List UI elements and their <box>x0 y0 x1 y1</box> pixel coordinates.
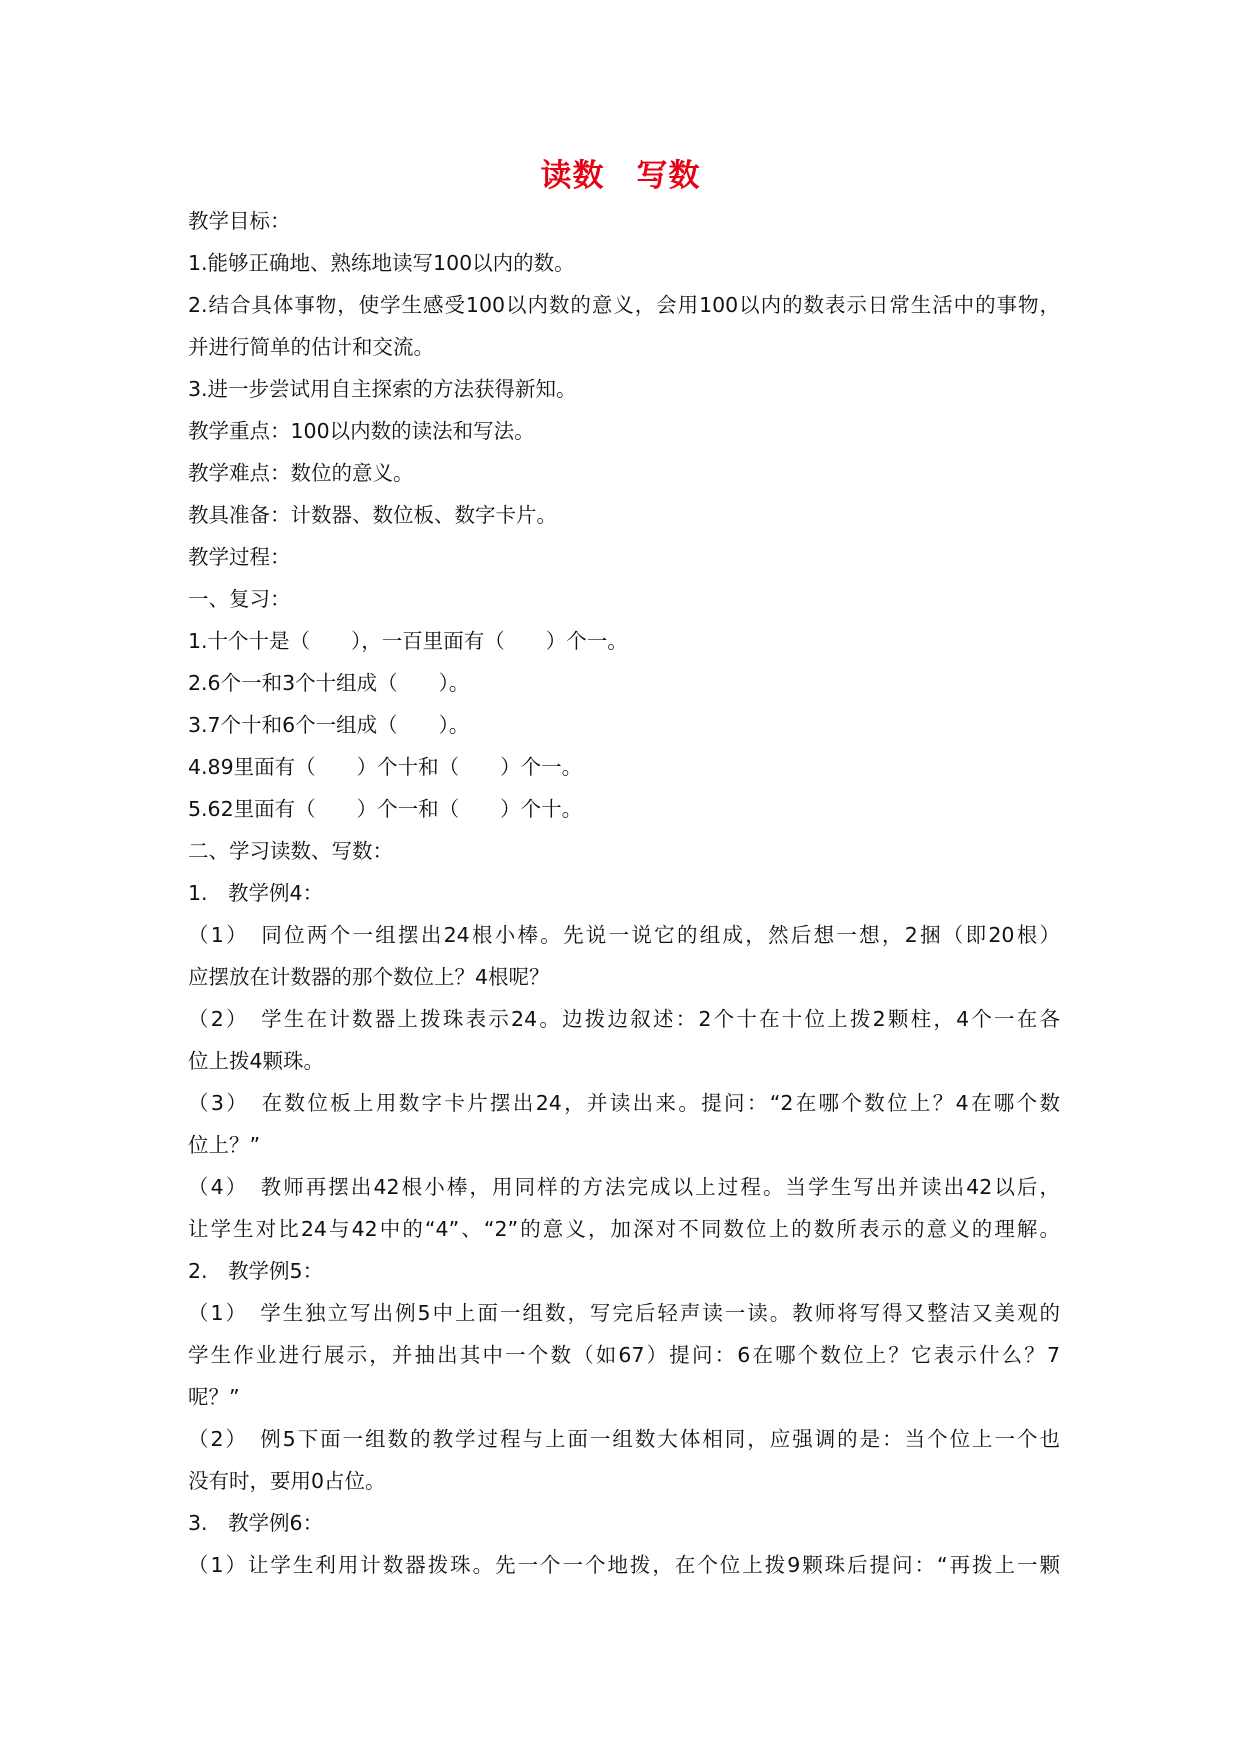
review-item-3: 3.7个十和6个一组成（ ）。 <box>188 713 470 737</box>
document-title: 读数 写数 <box>540 158 701 194</box>
review-item-2: 2.6个一和3个十组成（ ）。 <box>188 671 470 695</box>
example-5-step-1-continued: 学生作业进行展示，并抽出其中一个数（如67）提问：6在哪个数位上？它表示什么？7 <box>188 1343 1060 1367</box>
example-4-step-4-continued: 让学生对比24与42中的“4”、“2”的意义，加深对不同数位上的数所表示的意义的理解。 <box>188 1217 1060 1241</box>
review-item-4: 4.89里面有（ ）个十和（ ）个一。 <box>188 755 583 779</box>
example-6-heading: 3. 教学例6： <box>188 1511 324 1535</box>
section-heading-learning: 二、学习读数、写数： <box>188 839 393 863</box>
example-4-step-2-continued: 位上拨4颗珠。 <box>188 1049 325 1073</box>
example-5-step-1-end: 呢？” <box>188 1385 240 1409</box>
review-item-5: 5.62里面有（ ）个一和（ ）个十。 <box>188 797 583 821</box>
section-heading-review: 一、复习： <box>188 587 291 611</box>
example-5-step-2-continued: 没有时，要用0占位。 <box>188 1469 386 1493</box>
document-body <box>188 200 1060 1586</box>
example-4-step-2: （2） 学生在计数器上拨珠表示24。边拨边叙述：2个十在十位上拨2颗柱，4个一在各 <box>188 1007 1060 1031</box>
objective-2: 2.结合具体事物，使学生感受100以内数的意义，会用100以内的数表示日常生活中的事物， <box>188 293 1060 317</box>
teaching-aids: 教具准备：计数器、数位板、数字卡片。 <box>188 503 557 527</box>
example-5-heading: 2. 教学例5： <box>188 1259 324 1283</box>
objective-2-continued: 并进行简单的估计和交流。 <box>188 335 434 359</box>
review-item-1: 1.十个十是（ ），一百里面有（ ）个一。 <box>188 629 628 653</box>
section-heading-objectives: 教学目标： <box>188 209 291 233</box>
example-4-step-3: （3） 在数位板上用数字卡片摆出24，并读出来。提问：“2在哪个数位上？4在哪个数 <box>188 1091 1060 1115</box>
example-4-heading: 1. 教学例4： <box>188 881 324 905</box>
example-6-step-1: （1）让学生利用计数器拨珠。先一个一个地拨，在个位上拨9颗珠后提问：“再拨上一颗 <box>188 1553 1060 1577</box>
example-4-step-1-continued: 应摆放在计数器的那个数位上？4根呢？ <box>188 965 550 989</box>
example-4-step-4: （4） 教师再摆出42根小棒，用同样的方法完成以上过程。当学生写出并读出42以后， <box>188 1175 1060 1199</box>
difficult-point: 教学难点：数位的意义。 <box>188 461 414 485</box>
key-point: 教学重点：100以内数的读法和写法。 <box>188 419 535 443</box>
example-5-step-2: （2） 例5下面一组数的教学过程与上面一组数大体相同，应强调的是：当个位上一个也 <box>188 1427 1060 1451</box>
example-5-step-1: （1） 学生独立写出例5中上面一组数，写完后轻声读一读。教师将写得又整洁又美观的 <box>188 1301 1060 1325</box>
section-heading-process: 教学过程： <box>188 545 291 569</box>
objective-3: 3.进一步尝试用自主探索的方法获得新知。 <box>188 377 577 401</box>
objective-1: 1.能够正确地、熟练地读写100以内的数。 <box>188 251 575 275</box>
example-4-step-3-continued: 位上？” <box>188 1133 261 1157</box>
example-4-step-1: （1） 同位两个一组摆出24根小棒。先说一说它的组成，然后想一想，2捆（即20根） <box>188 923 1060 947</box>
